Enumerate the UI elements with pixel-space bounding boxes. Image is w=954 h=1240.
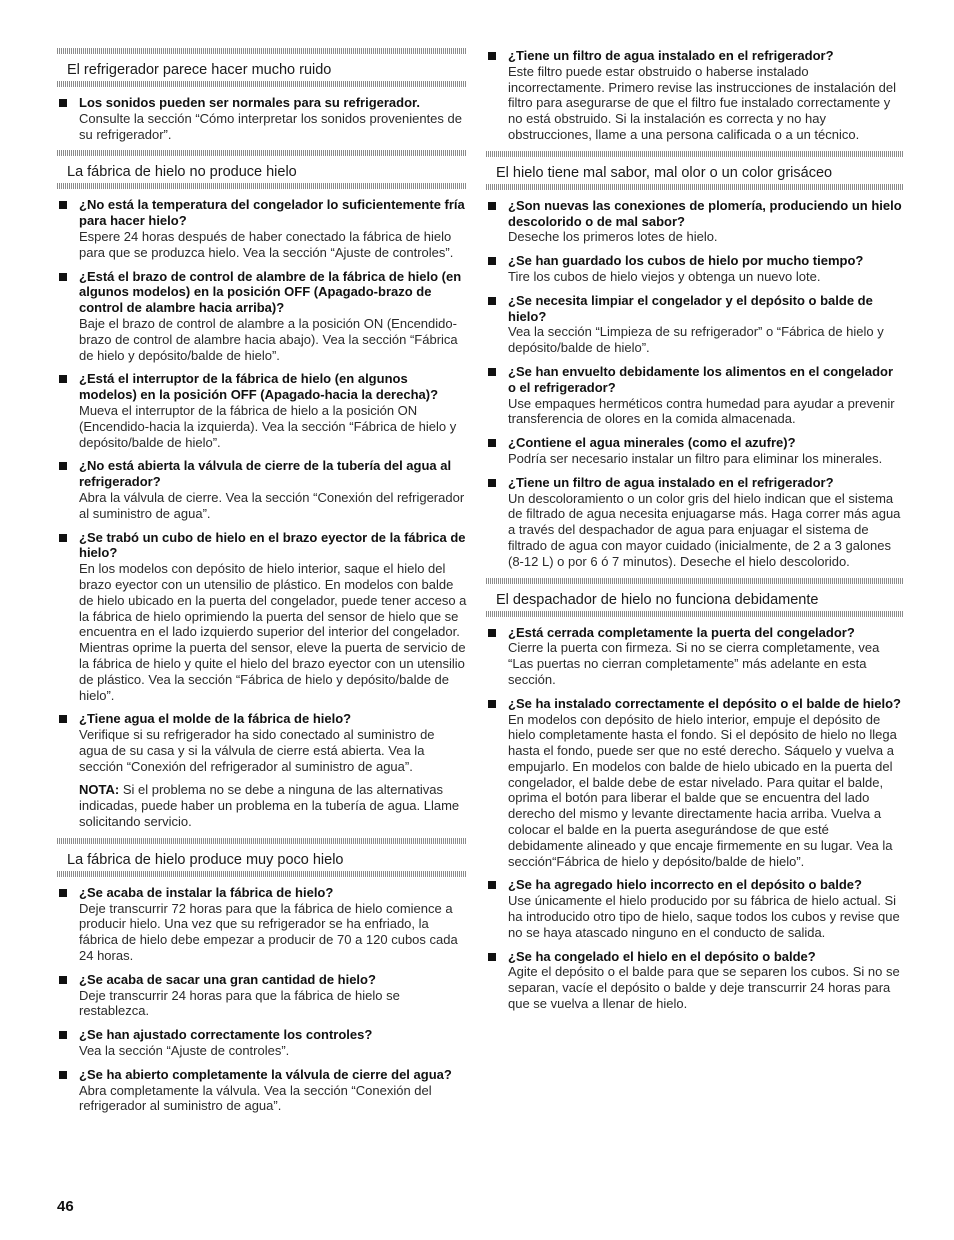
answer-text: Use únicamente el hielo producido por su fábrica de hielo actual. Si ha introducido otro tipo de hielo, saque todos los cubos y revise que no se haya atascado ninguno en el conducto de salida. (508, 893, 900, 940)
square-bullet-icon (488, 439, 496, 447)
square-bullet-icon (59, 99, 67, 107)
square-bullet-icon (59, 1071, 67, 1079)
square-bullet-icon (488, 629, 496, 637)
troubleshoot-item (57, 1067, 467, 1114)
section-divider (57, 183, 467, 189)
section-continued (486, 48, 904, 143)
question-text: ¿Se acaba de sacar una gran cantidad de hielo? (79, 971, 376, 987)
question-text: ¿Se han guardado los cubos de hielo por mucho tiempo? (508, 253, 864, 269)
square-bullet-icon (488, 297, 496, 305)
answer-text: Verifique si su refrigerador ha sido conectado al suministro de agua de su casa y si la válvula de cierre está abierta. Vea la sección “Conexión del refrigerador al suministro de agua”. (79, 727, 435, 774)
section-heading: La fábrica de hielo produce muy poco hielo (67, 851, 344, 868)
right-column (486, 48, 904, 1020)
troubleshoot-item (486, 293, 904, 356)
square-bullet-icon (59, 273, 67, 281)
note-label: NOTA: (79, 782, 120, 798)
square-bullet-icon (59, 375, 67, 383)
answer-text: Vea la sección “Ajuste de controles”. (79, 1043, 290, 1059)
square-bullet-icon (59, 889, 67, 897)
square-bullet-icon (59, 201, 67, 209)
square-bullet-icon (488, 52, 496, 60)
question-text: ¿Está el brazo de control de alambre de la fábrica de hielo (en algunos modelos) en la posición OFF (Apagado-brazo de control de alambre hacia arriba)? (79, 268, 462, 316)
answer-text: Deje transcurrir 24 horas para que la fábrica de hielo se restablezca. (79, 987, 400, 1019)
section-heading: El hielo tiene mal sabor, mal olor o un color grisáceo (496, 164, 833, 181)
square-bullet-icon (59, 976, 67, 984)
troubleshoot-item (486, 475, 904, 570)
question-text: ¿No está la temperatura del congelador lo suficientemente fría para hacer hielo? (79, 197, 465, 229)
square-bullet-icon (488, 479, 496, 487)
section-heading: El refrigerador parece hacer mucho ruido (67, 62, 332, 78)
question-text: ¿Está cerrada completamente la puerta del congelador? (508, 624, 855, 640)
question-text: ¿Se ha agregado hielo incorrecto en el depósito o balde? (508, 877, 862, 893)
square-bullet-icon (59, 715, 67, 723)
section-divider (57, 871, 467, 877)
answer-text: Mueva el interruptor de la fábrica de hielo a la posición ON (Encendido-hacia la izquierda). Vea la sección “Fábrica de hielo y depósito/balde de hielo”. (79, 402, 457, 450)
answer-text: Vea la sección “Limpieza de su refrigerador” o “Fábrica de hielo y depósito/balde de hielo”. (508, 324, 884, 356)
question-text: ¿Contiene el agua minerales (como el azufre)? (508, 435, 796, 451)
square-bullet-icon (59, 1031, 67, 1039)
question-text: ¿Se trabó un cubo de hielo en el brazo eyector de la fábrica de hielo? (79, 529, 466, 561)
troubleshoot-item (486, 435, 904, 467)
answer-text: Tire los cubos de hielo viejos y obtenga un nuevo lote. (508, 268, 821, 284)
section-divider (486, 184, 904, 190)
answer-text: Abra la válvula de cierre. Vea la sección “Conexión del refrigerador al suministro de agua”. (79, 489, 465, 521)
troubleshoot-item (57, 972, 467, 1019)
answer-text: Un descoloramiento o un color gris del hielo indican que el sistema de filtrado de agua necesita enjuagarse más. Haga correr más agua a través del despachador de agua para enjuagar el sistema de filtrado de agua con mayor cuidado (inicialmente, de 2 a 3 galones (8-12 L) o por 6 ó 7 minutos). Deseche el hielo descolorido. (508, 490, 901, 569)
answer-text: Use empaques herméticos contra humedad para ayudar a prevenir transferencia de olores en la comida almacenada. (508, 395, 895, 427)
answer-text: Abra completamente la válvula. Vea la sección “Conexión del refrigerador al suministro de agua”. (79, 1082, 432, 1114)
troubleshoot-item (57, 711, 467, 830)
section-noise (57, 48, 467, 142)
troubleshoot-item (57, 458, 467, 521)
troubleshoot-item (486, 198, 904, 245)
troubleshoot-item (486, 48, 904, 143)
answer-text: Deseche los primeros lotes de hielo. (508, 229, 718, 245)
section-divider (57, 81, 467, 87)
square-bullet-icon (488, 953, 496, 961)
question-text: ¿Se ha abierto completamente la válvula de cierre del agua? (79, 1066, 452, 1082)
troubleshoot-item (486, 364, 904, 427)
answer-text: Cierre la puerta con firmeza. Si no se cierra completamente, vea “Las puertas no cierran completamente” más adelante en esta sección. (508, 640, 880, 687)
question-text: ¿Se han envuelto debidamente los alimentos en el congelador o el refrigerador? (508, 363, 894, 395)
page-number: 46 (57, 1198, 74, 1215)
answer-text: Este filtro puede estar obstruido o haberse instalado incorrectamente. Primero revise las instrucciones de instalación del filtro para asegurarse de que el filtro fue instalado correctamente y no está obstruido. Si la instalación es correcta y no hay obstrucciones, llame a una persona calificada o a un técnico. (508, 63, 897, 142)
answer-text: Agite el depósito o el balde para que se separen los cubos. Si no se separan, vacíe el depósito o balde y deje transcurrir 24 horas para que se vuelva a llenar de hielo. (508, 964, 900, 1012)
answer-text: Baje el brazo de control de alambre a la posición ON (Encendido-brazo de control de alambre hacia abajo). Vea la sección “Fábrica de hielo y depósito/balde de hielo”. (79, 315, 458, 363)
question-text: ¿Se necesita limpiar el congelador y el depósito o balde de hielo? (508, 292, 873, 324)
question-text: ¿Está el interruptor de la fábrica de hielo (en algunos modelos) en la posición OFF (Apagado-hacia la derecha)? (79, 371, 439, 403)
section-low-ice (57, 838, 467, 1114)
section-dispenser (486, 578, 904, 1012)
section-heading: La fábrica de hielo no produce hielo (67, 164, 297, 181)
troubleshoot-item (57, 197, 467, 260)
troubleshoot-item (57, 95, 467, 142)
note-text (79, 782, 467, 829)
answer-text: En modelos con depósito de hielo interior, empuje el depósito de hielo completamente hasta el fondo. Si el depósito de hielo no llega hasta el fondo, puede ser que no esté derecho. Sáquelo y vuelva a empujarlo. En modelos con balde de hielo ubicado en la puerta del congelador, el balde debe de estar nivelado. Para quitar el balde, oprima el botón para liberar el balde que se encuentra del lado derecho del mismo y levante directamente hacia arriba. Vuelva a colocar el balde en la puerta asegurándose de que esté debidamente alineado y que encaje firmemente en su lugar. Vea la sección“Fábrica de hielo y depósito/balde de hielo”. (508, 711, 897, 869)
troubleshoot-item (486, 877, 904, 940)
troubleshoot-item (57, 269, 467, 364)
section-no-ice (57, 150, 467, 829)
section-heading: El despachador de hielo no funciona debidamente (496, 591, 819, 608)
square-bullet-icon (59, 462, 67, 470)
troubleshoot-item (486, 696, 904, 870)
answer-text: Espere 24 horas después de haber conectado la fábrica de hielo para que se produzca hielo. Vea la sección “Ajuste de controles”. (79, 228, 454, 260)
question-text: ¿Se ha congelado el hielo en el depósito o balde? (508, 948, 816, 964)
troubleshoot-item (57, 1027, 467, 1059)
answer-text: Podría ser necesario instalar un filtro para eliminar los minerales. (508, 450, 883, 466)
answer-text: Consulte la sección “Cómo interpretar los sonidos provenientes de su refrigerador”. (79, 110, 462, 142)
question-text: ¿Se han ajustado correctamente los controles? (79, 1027, 373, 1043)
question-text: ¿Tiene un filtro de agua instalado en el refrigerador? (508, 48, 834, 63)
question-text: ¿Tiene un filtro de agua instalado en el refrigerador? (508, 474, 834, 490)
section-divider (486, 611, 904, 617)
left-column (57, 48, 467, 1122)
troubleshoot-item (57, 371, 467, 450)
question-text: ¿Se acaba de instalar la fábrica de hielo? (79, 884, 334, 900)
square-bullet-icon (59, 534, 67, 542)
answer-text: Deje transcurrir 72 horas para que la fábrica de hielo comience a producir hielo. Una vez que su refrigerador se ha enfriado, la fábrica de hielo debe empezar a producir de 70 a 120 cubos cada 24 horas. (79, 900, 458, 964)
troubleshoot-item (57, 885, 467, 964)
question-text: ¿Tiene agua el molde de la fábrica de hielo? (79, 711, 352, 727)
troubleshoot-item (486, 949, 904, 1012)
question-text: ¿Se ha instalado correctamente el depósito o el balde de hielo? (508, 695, 901, 711)
troubleshoot-item (486, 625, 904, 688)
answer-text: En los modelos con depósito de hielo interior, saque el hielo del brazo eyector con un utensilio de plástico. En modelos con balde de hielo ubicado en la puerta del congelador, puede tener acceso a la fábrica de hielo oprimiendo la puerta del sensor de hielo que se encuentra en el lado izquierdo superior del interior del congelador. Mientras oprime la puerta del sensor, eleve la puerta de servicio de la fábrica de hielo y quite el hielo del brazo eyector con un utensilio de plástico. Vea la sección “Fábrica de hielo y depósito/balde de hielo”. (79, 561, 467, 703)
troubleshoot-item (57, 530, 467, 704)
note-body: Si el problema no se debe a ninguna de las alternativas indicadas, puede haber un problema en la tubería de agua. Llame solicitando servicio. (79, 782, 460, 830)
square-bullet-icon (488, 202, 496, 210)
square-bullet-icon (488, 700, 496, 708)
square-bullet-icon (488, 368, 496, 376)
square-bullet-icon (488, 881, 496, 889)
question-text: Los sonidos pueden ser normales para su refrigerador. (79, 95, 420, 110)
square-bullet-icon (488, 257, 496, 265)
question-text: ¿No está abierta la válvula de cierre de la tubería del agua al refrigerador? (79, 458, 452, 490)
troubleshoot-item (486, 253, 904, 285)
question-text: ¿Son nuevas las conexiones de plomería, produciendo un hielo descolorido o de mal sabor? (508, 197, 902, 229)
section-bad-taste (486, 151, 904, 570)
